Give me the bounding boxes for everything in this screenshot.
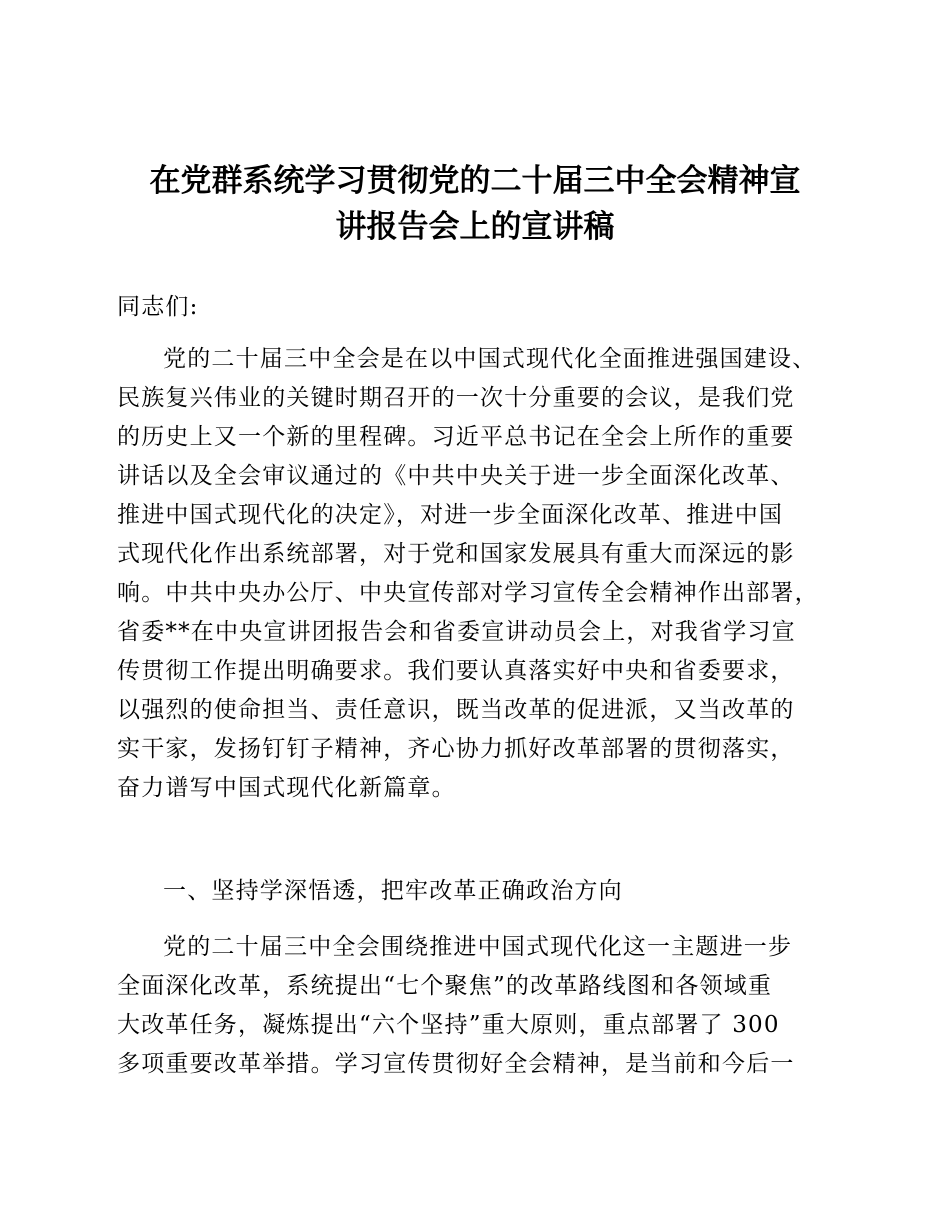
- title-line-2: 讲报告会上的宣讲稿: [335, 209, 615, 245]
- paragraph-line: 全面深化改革，系统提出“七个聚焦”的改革路线图和各领域重: [117, 973, 773, 999]
- paragraph-line: 讲话以及全会审议通过的《中共中央关于进一步全面深化改革、: [117, 463, 795, 489]
- paragraph-line: 民族复兴伟业的关键时期召开的一次十分重要的会议，是我们党: [117, 385, 795, 411]
- paragraph-line: 推进中国式现代化的决定》，对进一步全面深化改革、推进中国: [117, 502, 784, 528]
- paragraph-line: 大改革任务，凝炼提出“六个坚持”重大原则，重点部署了 300: [117, 1012, 780, 1038]
- title-line-1: 在党群系统学习贯彻党的二十届三中全会精神宣: [149, 163, 801, 199]
- paragraph-line: 以强烈的使命担当、责任意识，既当改革的促进派，又当改革的: [117, 697, 795, 723]
- paragraph-line: 党的二十届三中全会围绕推进中国式现代化这一主题进一步: [163, 934, 793, 960]
- paragraph-line: 省委**在中央宣讲团报告会和省委宣讲动员会上，对我省学习宣: [117, 619, 796, 645]
- paragraph-1: [117, 340, 837, 808]
- section-heading-1: 一、坚持学深悟透，把牢改革正确政治方向: [163, 878, 623, 904]
- paragraph-line: 的历史上又一个新的里程碑。习近平总书记在全会上所作的重要: [117, 424, 795, 450]
- paragraph-2: [117, 928, 837, 1084]
- paragraph-line: 党的二十届三中全会是在以中国式现代化全面推进强国建设、: [163, 346, 817, 372]
- paragraph-line: 响。中共中央办公厅、中央宣传部对学习宣传全会精神作出部署，: [117, 580, 819, 606]
- salutation: 同志们:: [117, 294, 199, 320]
- paragraph-line: 奋力谱写中国式现代化新篇章。: [117, 775, 456, 801]
- paragraph-line: 多项重要改革举措。学习宣传贯彻好全会精神，是当前和今后一: [117, 1051, 795, 1077]
- paragraph-line: 实干家，发扬钉钉子精神，齐心协力抓好改革部署的贯彻落实，: [117, 736, 795, 762]
- document-title: [0, 158, 950, 250]
- paragraph-line: 式现代化作出系统部署，对于党和国家发展具有重大而深远的影: [117, 541, 795, 567]
- paragraph-line: 传贯彻工作提出明确要求。我们要认真落实好中央和省委要求，: [117, 658, 795, 684]
